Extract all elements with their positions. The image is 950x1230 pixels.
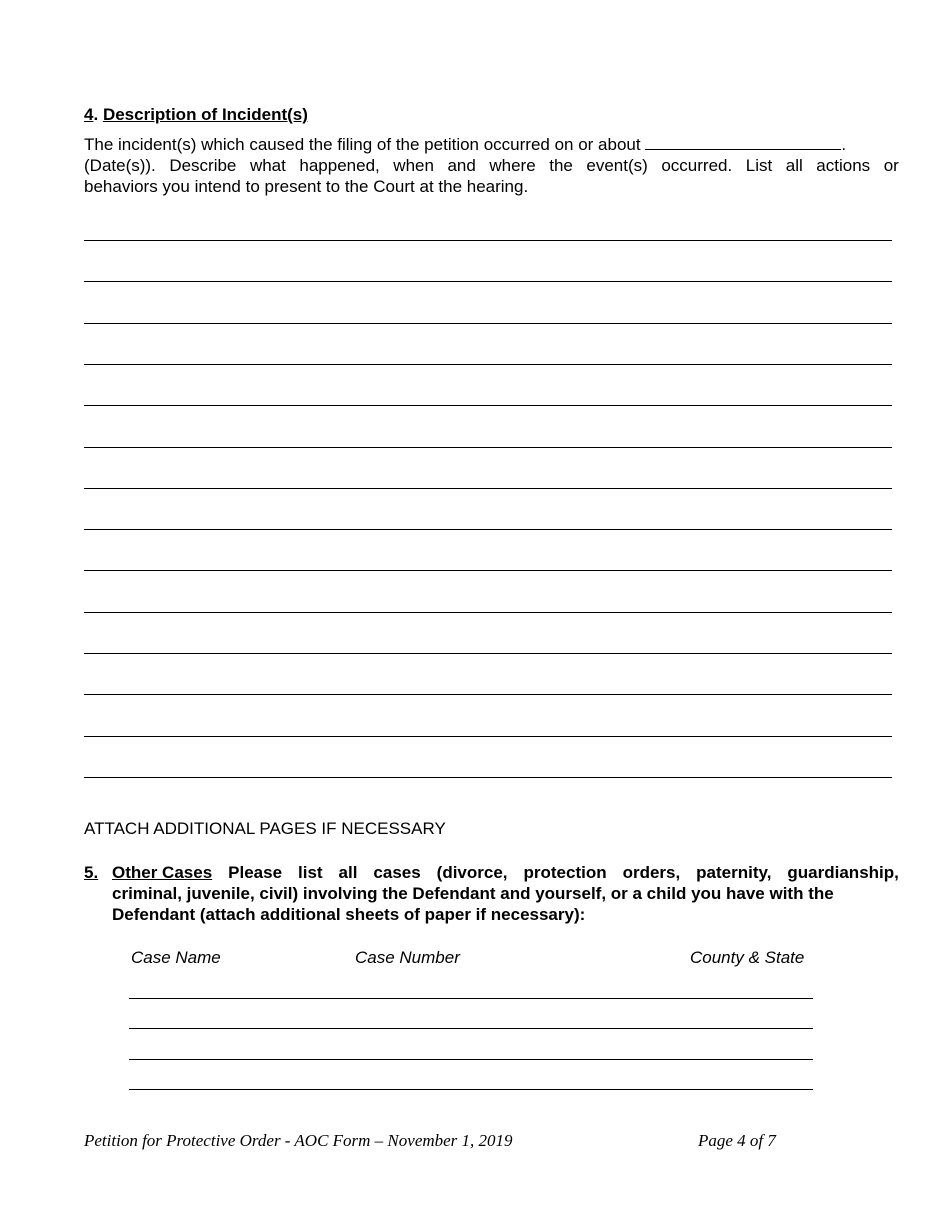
column-case-name: Case Name [131, 948, 221, 967]
case-entry-line[interactable] [129, 1059, 813, 1060]
description-writing-line[interactable] [84, 736, 892, 737]
intro-line-3: behaviors you intend to present to the Court at the hearing. [84, 177, 529, 196]
description-writing-line[interactable] [84, 570, 892, 571]
intro-line-2-word: Describe [169, 156, 237, 175]
description-writing-line[interactable] [84, 612, 892, 613]
intro-line-2-word: and [447, 156, 476, 175]
section-5-line-1-word: all [338, 863, 358, 882]
intro-line-2-word: happened, [299, 156, 380, 175]
case-entry-line[interactable] [129, 998, 813, 999]
section-4-title: Description of Incident(s) [102, 105, 308, 124]
intro-line-2-word: event(s) [586, 156, 648, 175]
column-case-number: Case Number [355, 948, 460, 967]
intro-line-2-word: actions [816, 156, 871, 175]
case-entry-line[interactable] [129, 1028, 813, 1029]
section-5-title: Other Cases [112, 863, 213, 882]
section-5-number: 5. [84, 863, 99, 882]
description-writing-line[interactable] [84, 488, 892, 489]
intro-line-1-text: The incident(s) which caused the filing of the petition occurred on or about [84, 135, 641, 154]
section-5-line-1-word: Please [228, 863, 283, 882]
column-county-state: County & State [690, 948, 805, 967]
description-writing-line[interactable] [84, 405, 892, 406]
description-writing-line[interactable] [84, 323, 892, 324]
section-5-body [112, 862, 899, 925]
section-5-line-2: criminal, juvenile, civil) involving the Defendant and yourself, or a child you have with the [112, 884, 834, 903]
case-entry-line[interactable] [129, 1089, 813, 1090]
intro-line-2-word: the [549, 156, 573, 175]
section-5-line-1-word: protection [523, 863, 607, 882]
description-writing-line[interactable] [84, 447, 892, 448]
description-writing-line[interactable] [84, 653, 892, 654]
section-5-line-3: Defendant (attach additional sheets of paper if necessary): [112, 905, 586, 924]
attach-notice: ATTACH ADDITIONAL PAGES IF NECESSARY [84, 819, 446, 838]
description-writing-line[interactable] [84, 364, 892, 365]
section-4-intro [84, 134, 899, 197]
section-5-line-1-word: (divorce, [436, 863, 508, 882]
intro-line-2-word: or [883, 156, 899, 175]
section-5-line-1-word: list [298, 863, 323, 882]
description-writing-line[interactable] [84, 694, 892, 695]
intro-line-1 [84, 134, 899, 155]
section-5-line-1-word: paternity, [696, 863, 772, 882]
description-writing-line[interactable] [84, 240, 892, 241]
incident-date-field[interactable] [645, 135, 841, 150]
section-5-line-1-word: orders, [622, 863, 681, 882]
intro-line-2-word: List [745, 156, 773, 175]
section-4-separator: . [93, 105, 99, 124]
description-writing-line[interactable] [84, 281, 892, 282]
footer-form-title: Petition for Protective Order - AOC Form – November 1, 2019 [84, 1131, 513, 1150]
section-5-line-1 [112, 862, 899, 883]
intro-line-2-word: where [489, 156, 536, 175]
section-5-line-1-word: cases [373, 863, 421, 882]
footer-page-number: Page 4 of 7 [698, 1131, 776, 1150]
intro-line-2-word: when [393, 156, 434, 175]
section-4-number: 4 [84, 105, 94, 124]
section-4-heading [84, 105, 308, 125]
intro-line-2-word: what [249, 156, 286, 175]
intro-line-2 [84, 155, 899, 176]
intro-line-1-period: . [841, 135, 847, 154]
intro-line-2-word: (Date(s)). [84, 156, 156, 175]
description-writing-line[interactable] [84, 529, 892, 530]
description-writing-line[interactable] [84, 777, 892, 778]
intro-line-2-word: all [785, 156, 803, 175]
section-5-line-1-word: guardianship, [787, 863, 899, 882]
intro-line-2-word: occurred. [661, 156, 733, 175]
